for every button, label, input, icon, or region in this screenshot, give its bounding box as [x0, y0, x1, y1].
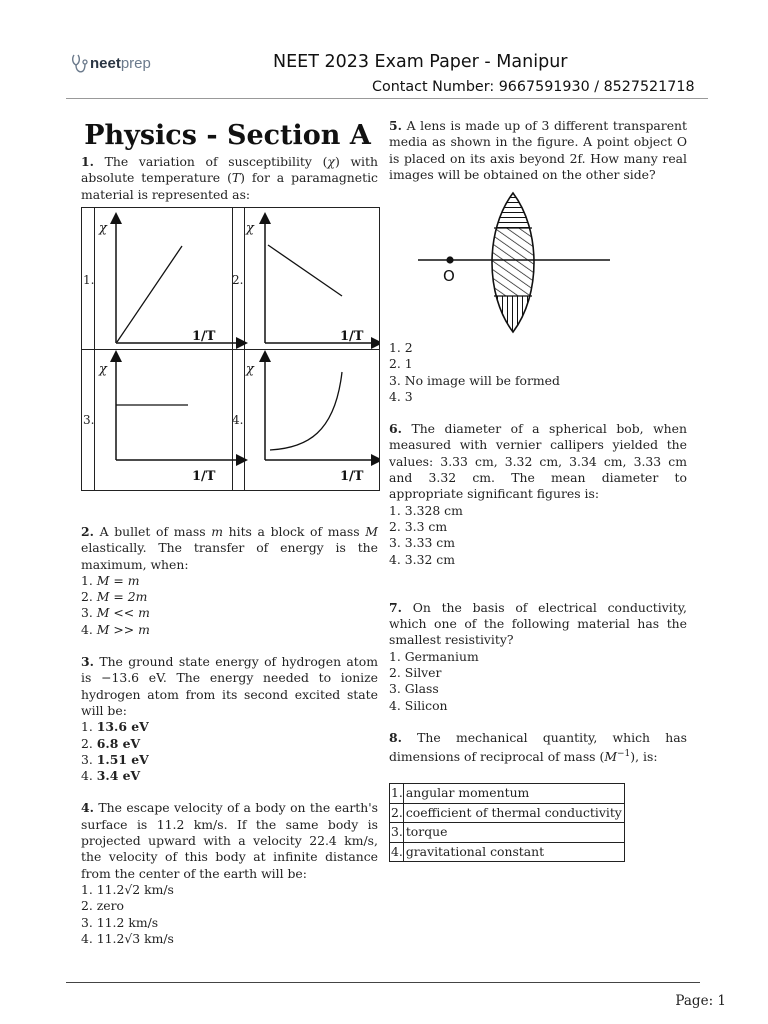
section-title: Physics - Section A [84, 120, 371, 151]
q4-text-c: km/s, the velocity of this body at infinite distance from the center of the earth will be: [81, 833, 378, 881]
q5-option-1[interactable]: 1. 2 [389, 340, 413, 355]
graph-1-x-label: 1/T [192, 329, 216, 344]
stethoscope-icon [70, 52, 90, 76]
q6-option-1[interactable]: 1. 3.328 cm [389, 502, 463, 518]
q5-option-3[interactable]: 3. No image will be formed [389, 372, 560, 388]
q7-text: On the basis of electrical conductivity, which one of the following material has the smallest resistivity? [389, 599, 687, 648]
graph-2-x-label: 1/T [340, 329, 364, 344]
q3-options [81, 719, 378, 784]
graph-4-curve [270, 372, 342, 450]
q8-exponent: −1 [617, 749, 631, 760]
neetprep-logo [70, 52, 151, 76]
q5-lens-figure [415, 190, 615, 335]
q5-number: 5. [389, 118, 402, 133]
table-cell-num: 2. [390, 803, 404, 823]
page-number: Page: 1 [675, 993, 726, 1009]
q8-text-a: The mechanical quantity, which has dimensions of reciprocal of mass ( [389, 729, 687, 765]
table-cell-num: 4. [390, 842, 404, 862]
q7-number: 7. [389, 599, 402, 615]
q1-T: T [231, 170, 241, 186]
q3-text-b: . The energy needed to ionize hydrogen atom from its second excited state will be: [81, 670, 378, 718]
lens-diagram [415, 190, 615, 335]
q2-option-3[interactable]: 3. M << m [81, 605, 150, 621]
header-divider [66, 98, 708, 99]
q1-text-b: with absolute temperature [81, 154, 378, 186]
table-cell-text: coefficient of thermal conductivity [403, 803, 624, 823]
question-3 [81, 654, 378, 719]
q2-option-4[interactable]: 4. M >> m [81, 621, 150, 637]
exam-title: NEET 2023 Exam Paper - Manipur [273, 52, 568, 72]
graph-1-line [117, 246, 182, 342]
q2-number: 2. [81, 524, 94, 539]
q3-number: 3. [81, 654, 94, 670]
graph-label-4: 4. [232, 413, 244, 427]
question-1: 1. The variation of susceptibility (χ) with absolute temperature (T) for a paramagnetic material is represented as: [81, 154, 378, 202]
q7-options [389, 649, 687, 714]
graph-1 [116, 218, 242, 343]
q2-options [81, 573, 378, 638]
q5-option-2[interactable]: 2. 1 [389, 356, 413, 372]
question-8 [389, 730, 687, 766]
q1-text-c: for a paramagnetic material is represented as: [81, 170, 378, 202]
q7-option-3[interactable]: 3. Glass [389, 681, 439, 697]
footer-divider [66, 982, 700, 983]
q1-graph-grid [81, 207, 380, 491]
table-row[interactable] [390, 803, 625, 823]
q2-M: M [365, 524, 378, 539]
q5-options [389, 340, 687, 405]
question-2 [81, 524, 378, 573]
q4-number: 4. [81, 800, 94, 816]
graph-4-y-label: χ [246, 362, 254, 377]
point-object [446, 256, 453, 263]
q8-M: M [604, 749, 617, 765]
q4-option-2[interactable]: 2. zero [81, 898, 125, 914]
graph-label-3: 3. [83, 413, 95, 427]
q6-number: 6. [389, 421, 402, 437]
graph-label-1: 1. [83, 273, 95, 287]
q1-number: 1. [81, 154, 94, 169]
table-row[interactable] [390, 823, 625, 843]
page-header [0, 0, 768, 100]
right-column [389, 118, 687, 183]
q4-text-b: km/s. If the same body is projected upward with a velocity [81, 816, 378, 849]
q2-m: m [211, 524, 223, 539]
q4-option-3[interactable]: 3. 11.2 km/s [81, 914, 159, 930]
logo-prep: prep [120, 54, 151, 72]
q2-text-c: elastically. The transfer of energy is the maximum, when: [81, 540, 378, 572]
graph-4 [265, 356, 377, 460]
q2-text-a: A bullet of mass [99, 524, 206, 539]
q3-option-3[interactable]: 3. 1.51 eV [81, 751, 149, 767]
q4-option-1[interactable]: 1. 11.2√2 km/s [81, 881, 174, 897]
q4-escape-velocity: 11.2 [156, 816, 185, 832]
q6-option-3[interactable]: 3. 3.33 cm [389, 535, 455, 551]
question-7 [389, 600, 687, 649]
q4-projected-velocity: 22.4 [309, 833, 337, 849]
logo-neet: neet [90, 54, 121, 72]
left-column [81, 118, 378, 203]
q5-option-4[interactable]: 4. 3 [389, 388, 413, 404]
q3-option-4[interactable]: 4. 3.4 eV [81, 768, 141, 784]
question-5 [389, 118, 687, 183]
graph-2-y-label: χ [246, 221, 254, 236]
q7-option-4[interactable]: 4. Silicon [389, 697, 448, 713]
q3-text-a: The ground state energy of hydrogen atom is [81, 654, 378, 686]
q6-option-4[interactable]: 4. 3.32 cm [389, 551, 455, 567]
q4-option-4[interactable]: 4. 11.2√3 km/s [81, 930, 174, 946]
q1-graphs-svg [82, 208, 379, 490]
q4-options [81, 882, 378, 947]
graph-2-line [268, 245, 342, 296]
graph-4-x-label: 1/T [340, 469, 364, 484]
q2-option-2[interactable]: 2. M = 2m [81, 589, 148, 605]
q4-text-a: The escape velocity of a body on the earth's surface is [81, 800, 378, 832]
table-cell-text: torque [403, 823, 624, 843]
right-column-lower [389, 340, 687, 766]
graph-label-2: 2. [232, 273, 244, 287]
q1-chi: χ [327, 154, 335, 169]
table-cell-num: 3. [390, 823, 404, 843]
q3-option-1[interactable]: 1. 13.6 eV [81, 719, 149, 735]
table-cell-text: angular momentum [403, 784, 624, 804]
graph-2 [265, 218, 377, 343]
q6-option-2[interactable]: 2. 3.3 cm [389, 518, 448, 534]
q8-text-b: ), is: [630, 749, 658, 765]
table-cell-text: gravitational constant [403, 842, 624, 862]
table-row[interactable] [390, 784, 625, 804]
graph-3-x-label: 1/T [192, 469, 216, 484]
table-row[interactable] [390, 842, 625, 862]
q5-text: A lens is made up of 3 different transparent media as shown in the figure. A point object O is placed on its axis beyond 2f. How many real images will be obtained on the other side? [389, 118, 687, 182]
question-4 [81, 800, 378, 881]
q2-option-1[interactable]: 1. M = m [81, 572, 140, 588]
graph-1-y-label: χ [99, 221, 107, 236]
q8-options-table [389, 783, 625, 862]
q8-number: 8. [389, 729, 402, 745]
left-column-lower [81, 524, 378, 947]
q6-text: The diameter of a spherical bob, when measured with vernier callipers yielded the values: 3.33 cm, 3.32 cm, 3.34 cm, 3.33 cm and 3.32 cm. The mean diameter to appropriate significant figures is: [389, 421, 687, 502]
object-label: O [443, 267, 455, 285]
contact-number: Contact Number: 9667591930 / 8527521718 [372, 79, 695, 95]
graph-3 [116, 356, 242, 460]
q3-energy: −13.6 eV [101, 670, 163, 686]
q7-option-1[interactable]: 1. Germanium [389, 648, 479, 664]
q6-options [389, 503, 687, 568]
q2-text-b: hits a block of mass [228, 524, 360, 539]
q3-option-2[interactable]: 2. 6.8 eV [81, 735, 141, 751]
table-cell-num: 1. [390, 784, 404, 804]
q1-text-a: The variation of susceptibility [104, 154, 312, 169]
graph-3-y-label: χ [99, 362, 107, 377]
q7-option-2[interactable]: 2. Silver [389, 665, 442, 681]
question-6 [389, 421, 687, 502]
